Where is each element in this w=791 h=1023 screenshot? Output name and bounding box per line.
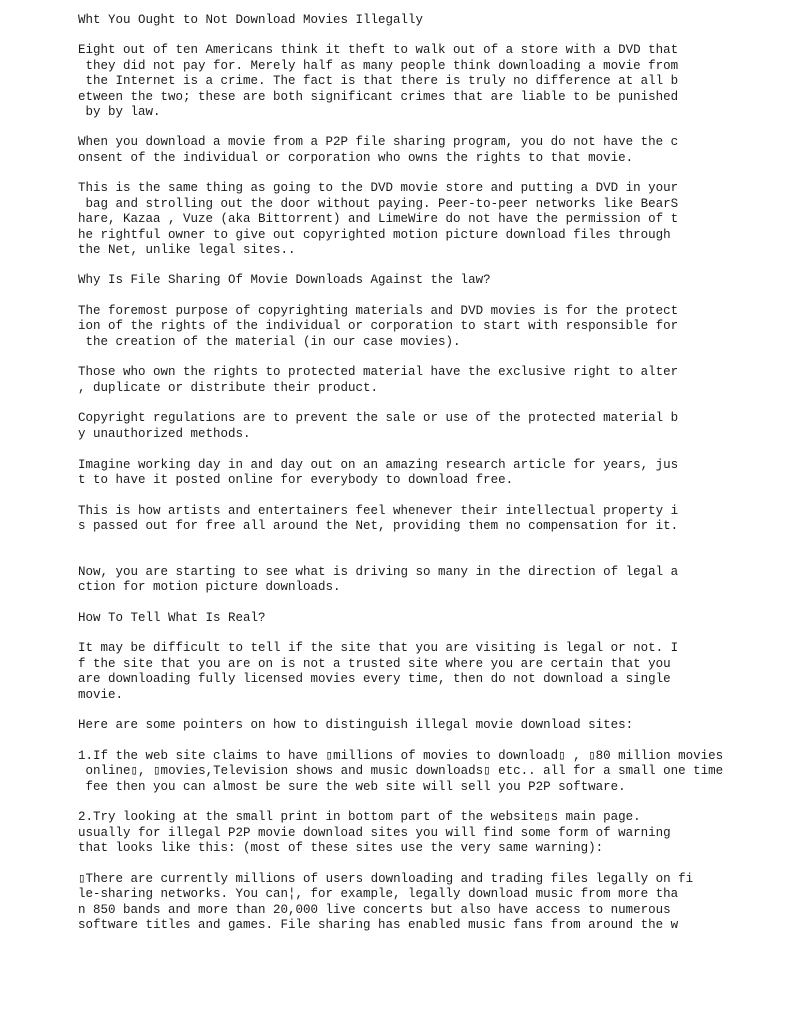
section-heading: How To Tell What Is Real?	[78, 611, 266, 625]
text-line: ion of the rights of the individual or corporation to start with responsible for	[78, 319, 679, 333]
text-line: ▯There are currently millions of users downloading and trading files legally on fi	[78, 872, 694, 886]
text-line: online▯, ▯movies,Television shows and music downloads▯ etc.. all for a small one time	[78, 764, 724, 778]
text-line: Imagine working day in and day out on an amazing research article for years, jus	[78, 458, 679, 472]
text-line: they did not pay for. Merely half as many people think downloading a movie from	[78, 59, 679, 73]
text-line: the creation of the material (in our case movies).	[78, 335, 461, 349]
text-line: f the site that you are on is not a trusted site where you are certain that you	[78, 657, 671, 671]
text-line: ction for motion picture downloads.	[78, 580, 341, 594]
text-line: Now, you are starting to see what is driving so many in the direction of legal a	[78, 565, 679, 579]
text-line: that looks like this: (most of these sites use the very same warning):	[78, 841, 604, 855]
text-line: Eight out of ten Americans think it theft to walk out of a store with a DVD that	[78, 43, 679, 57]
text-line: are downloading fully licensed movies every time, then do not download a single	[78, 672, 671, 686]
text-line: Here are some pointers on how to distinguish illegal movie download sites:	[78, 718, 634, 732]
text-line: fee then you can almost be sure the web site will sell you P2P software.	[78, 780, 626, 794]
text-line: t to have it posted online for everybody to download free.	[78, 473, 514, 487]
text-line: movie.	[78, 688, 124, 702]
text-line: etween the two; these are both significant crimes that are liable to be punished	[78, 90, 679, 104]
text-line: The foremost purpose of copyrighting materials and DVD movies is for the protect	[78, 304, 679, 318]
text-line: usually for illegal P2P movie download sites you will find some form of warning	[78, 826, 671, 840]
text-line: 2.Try looking at the small print in bottom part of the website▯s main page.	[78, 810, 641, 824]
text-line: bag and strolling out the door without paying. Peer-to-peer networks like BearS	[78, 197, 679, 211]
text-line: hare, Kazaa , Vuze (aka Bittorrent) and LimeWire do not have the permission of t	[78, 212, 679, 226]
text-line: software titles and games. File sharing has enabled music fans from around the w	[78, 918, 679, 932]
text-line: le-sharing networks. You can¦, for example, legally download music from more tha	[78, 887, 679, 901]
section-heading: Why Is File Sharing Of Movie Downloads Against the law?	[78, 273, 491, 287]
text-line: This is how artists and entertainers feel whenever their intellectual property i	[78, 504, 679, 518]
text-line: by by law.	[78, 105, 161, 119]
text-line: When you download a movie from a P2P file sharing program, you do not have the c	[78, 135, 679, 149]
text-line: This is the same thing as going to the DVD movie store and putting a DVD in your	[78, 181, 679, 195]
text-line: the Net, unlike legal sites..	[78, 243, 296, 257]
document-title: Wht You Ought to Not Download Movies Illegally	[78, 13, 424, 27]
text-line: Those who own the rights to protected material have the exclusive right to alter	[78, 365, 679, 379]
text-line: It may be difficult to tell if the site that you are visiting is legal or not. I	[78, 641, 679, 655]
text-line: the Internet is a crime. The fact is that there is truly no difference at all b	[78, 74, 679, 88]
text-line: y unauthorized methods.	[78, 427, 251, 441]
text-line: he rightful owner to give out copyrighted motion picture download files through	[78, 228, 671, 242]
text-line: s passed out for free all around the Net, providing them no compensation for it.	[78, 519, 679, 533]
text-line: Copyright regulations are to prevent the sale or use of the protected material b	[78, 411, 679, 425]
text-line: n 850 bands and more than 20,000 live concerts but also have access to numerous	[78, 903, 671, 917]
text-line: 1.If the web site claims to have ▯millions of movies to download▯ , ▯80 million movies	[78, 749, 724, 763]
text-line: , duplicate or distribute their product.	[78, 381, 379, 395]
text-line: onsent of the individual or corporation who owns the rights to that movie.	[78, 151, 634, 165]
